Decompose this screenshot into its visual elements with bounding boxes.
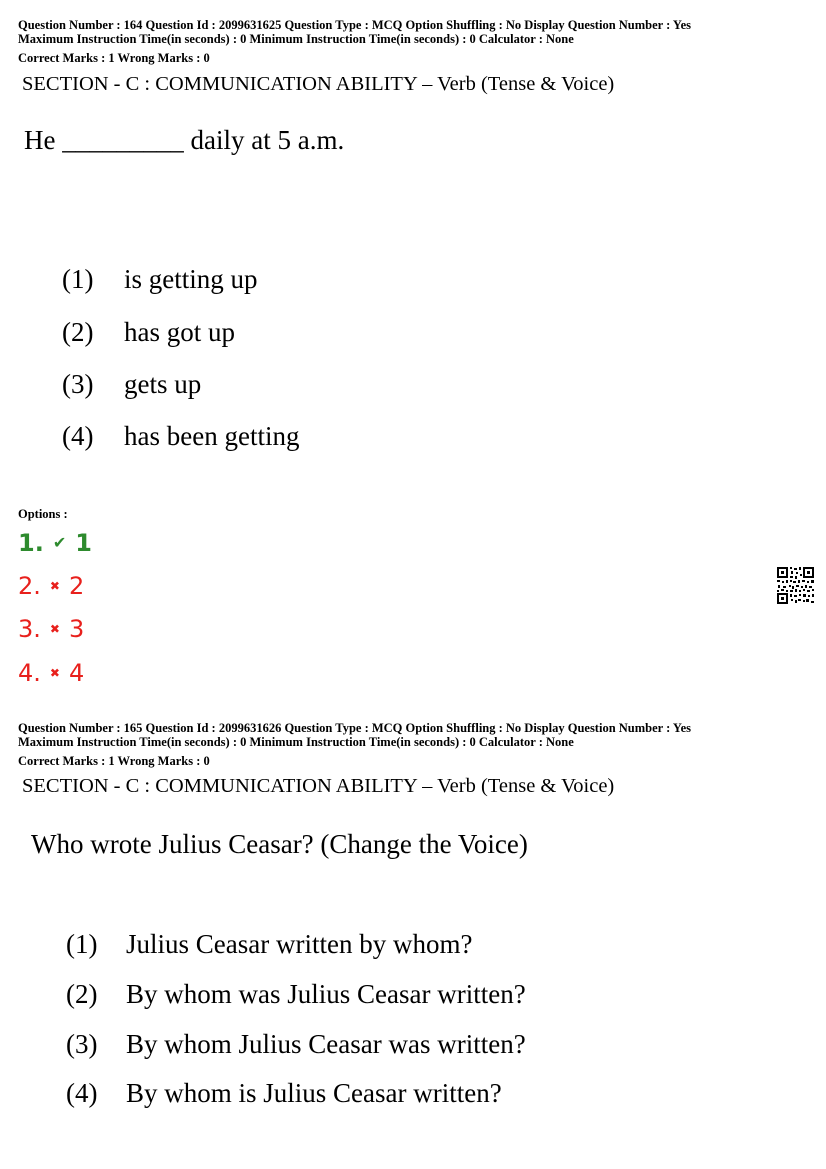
options-label: Options : [18,507,68,521]
answer-value: 3 [68,615,85,643]
answer-value: 2 [68,572,85,600]
option-number: (2) [62,317,94,347]
section-heading: SECTION - C : COMMUNICATION ABILITY – Verb (Tense & Voice) [22,775,615,797]
cross-icon: ✖ [49,579,60,593]
answer-index: 3. [18,615,41,643]
check-icon: ✔ [52,533,67,552]
option-number: (4) [66,1078,98,1108]
option-text: By whom is Julius Ceasar written? [126,1078,502,1108]
option-text: Julius Ceasar written by whom? [126,929,473,959]
question-meta-line-1: Question Number : 164 Question Id : 2099631625 Question Type : MCQ Option Shuffling : No Display Question Number : Yes [18,18,691,32]
answer-value: 4 [68,659,85,687]
question-stem: Who wrote Julius Ceasar? (Change the Voice) [31,829,528,859]
option-number: (1) [62,264,94,294]
question-meta-line-1: Question Number : 165 Question Id : 2099631626 Question Type : MCQ Option Shuffling : No Display Question Number : Yes [18,721,691,735]
option-text: By whom was Julius Ceasar written? [126,979,526,1009]
answer-index: 1. [18,529,44,557]
cross-icon: ✖ [49,666,60,680]
question-meta-line-2: Maximum Instruction Time(in seconds) : 0 Minimum Instruction Time(in seconds) : 0 Calculator : None [18,735,574,749]
answer-option [18,571,84,601]
option-text: has got up [124,317,235,347]
option-text: is getting up [124,264,258,294]
option-number: (1) [66,929,98,959]
option-number: (2) [66,979,98,1009]
option-text: has been getting [124,421,300,451]
option-number: (3) [66,1029,98,1059]
section-heading: SECTION - C : COMMUNICATION ABILITY – Verb (Tense & Voice) [22,73,615,95]
answer-index: 2. [18,572,41,600]
question-marks: Correct Marks : 1 Wrong Marks : 0 [18,754,210,768]
option-text: By whom Julius Ceasar was written? [126,1029,526,1059]
option-number: (4) [62,421,94,451]
answer-option [18,614,84,644]
option-text: gets up [124,369,202,399]
question-marks: Correct Marks : 1 Wrong Marks : 0 [18,51,210,65]
answer-option [18,528,92,558]
question-stem: He _________ daily at 5 a.m. [24,125,345,155]
question-meta-line-2: Maximum Instruction Time(in seconds) : 0 Minimum Instruction Time(in seconds) : 0 Calculator : None [18,32,574,46]
answer-index: 4. [18,659,41,687]
cross-icon: ✖ [49,622,60,636]
answer-option [18,658,84,688]
qr-code-icon [776,566,815,605]
option-number: (3) [62,369,94,399]
answer-value: 1 [75,529,92,557]
